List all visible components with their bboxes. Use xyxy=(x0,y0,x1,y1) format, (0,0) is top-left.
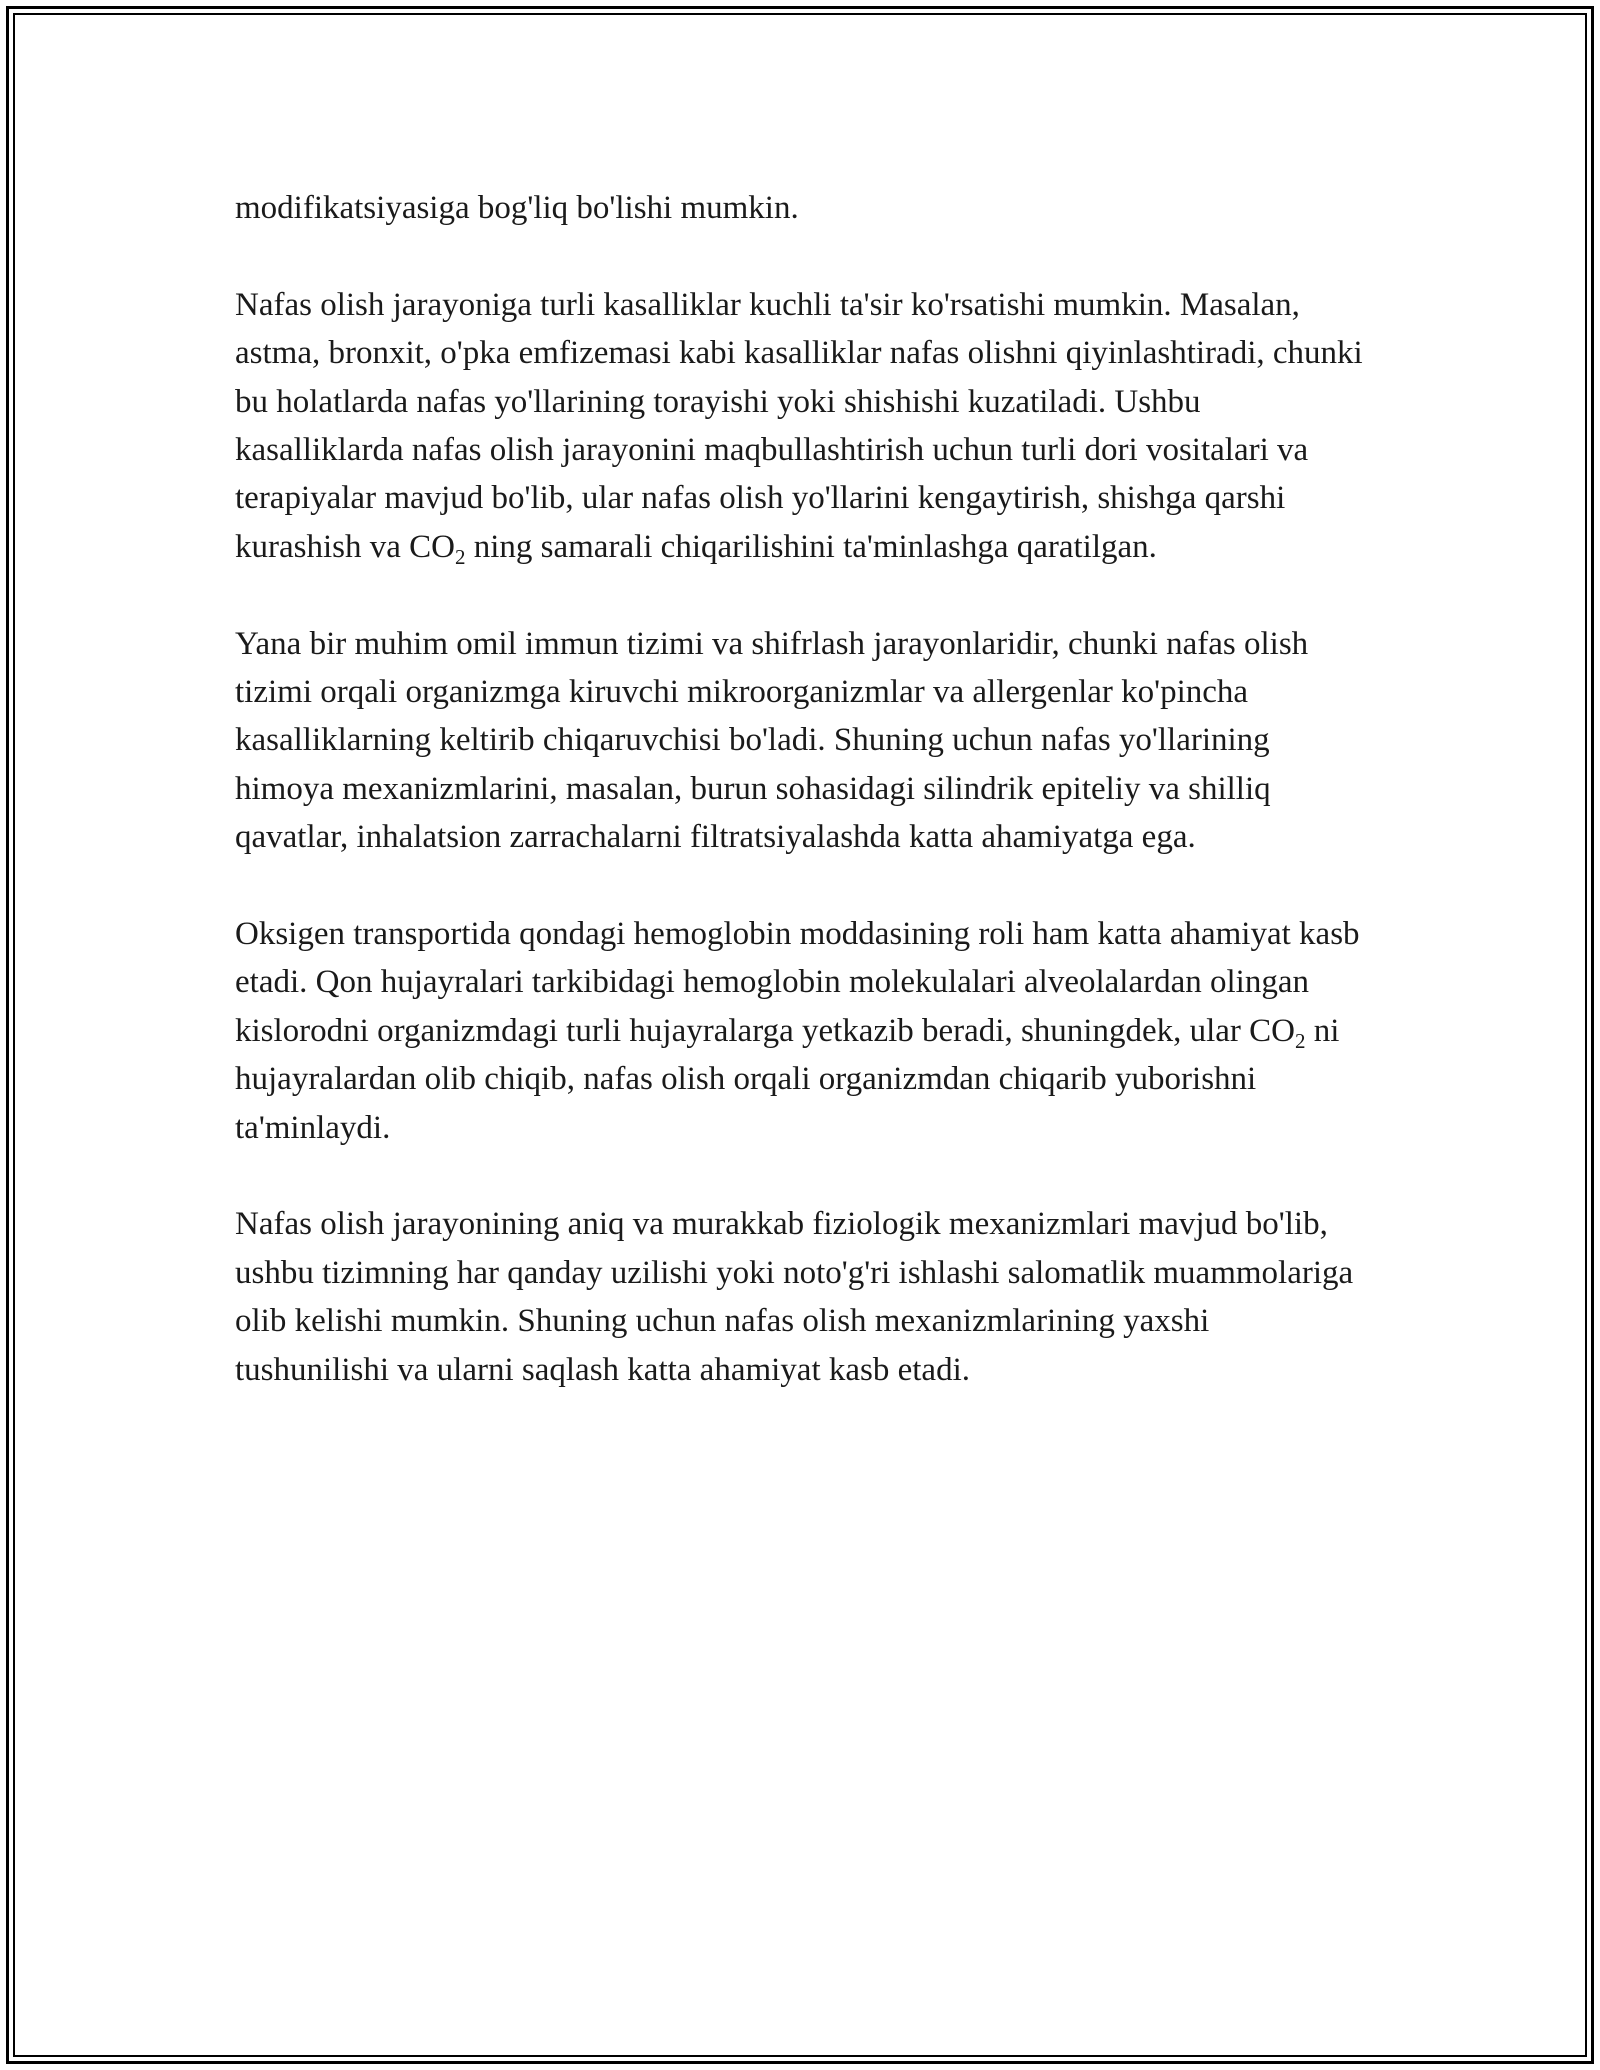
paragraph-3: Yana bir muhim omil immun tizimi va shifrlash jarayonlaridir, chunki nafas olish tizimi orqali organizmga kiruvchi mikroorganizmlar va allergenlar ko'pincha kasalliklarning keltirib chiqaruvchisi bo'ladi. Shuning uchun nafas yo'llarining himoya mexanizmlarini, masalan, burun sohasidagi silindrik epiteliy va shilliq qavatlar, inhalatsion zarrachalarni filtratsiyalashda katta ahamiyatga ega. xyxy=(235,625,1309,856)
paragraph-1: modifikatsiyasiga bog'liq bo'lishi mumkin. xyxy=(235,190,799,226)
paragraph-5: Nafas olish jarayonining aniq va murakkab fiziologik mexanizmlari mavjud bo'lib, ushbu tizimning har qanday uzilishi yoki noto'g'ri ishlashi salomatlik muammolariga olib kelishi mumkin. Shuning uchun nafas olish mexanizmlarining yaxshi tushunilishi va ularni saqlash katta ahamiyat kasb etadi. xyxy=(235,1206,1354,1388)
document-body xyxy=(235,184,1365,1442)
paragraph-4 xyxy=(235,910,1365,1152)
co2-subscript: 2 xyxy=(1295,1028,1306,1053)
paragraph-2-text-before: Nafas olish jarayoniga turli kasalliklar kuchli ta'sir ko'rsatishi mumkin. Masalan, astma, bronxit, o'pka emfizemasi kabi kasalliklar nafas olishni qiyinlashtiradi, chunki bu holatlarda nafas yo'llarining torayishi yoki shishishi kuzatiladi. Ushbu kasalliklarda nafas olish jarayonini maqbullashtirish uchun turli dori vositalari va terapiyalar mavjud bo'lib, ular nafas olish yo'llarini kengaytirish, shishga qarshi kurashish va CO xyxy=(235,286,1363,565)
paragraph-4-text-before: Oksigen transportida qondagi hemoglobin moddasining roli ham katta ahamiyat kasb etadi. Qon hujayralari tarkibidagi hemoglobin molekulalari alveolalardan olingan kislorodni organizmdagi turli hujayralarga yetkazib beradi, shuningdek, ular CO xyxy=(235,916,1360,1049)
paragraph-2-text-after: ning samarali chiqarilishini ta'minlashga qaratilgan. xyxy=(465,528,1157,565)
co2-subscript: 2 xyxy=(454,544,466,569)
paragraph-2 xyxy=(235,281,1365,571)
paragraph-4-text-after: ni hujayralardan olib chiqib, nafas olish orqali organizmdan chiqarib yuborishni ta'minlaydi. xyxy=(235,1012,1340,1146)
